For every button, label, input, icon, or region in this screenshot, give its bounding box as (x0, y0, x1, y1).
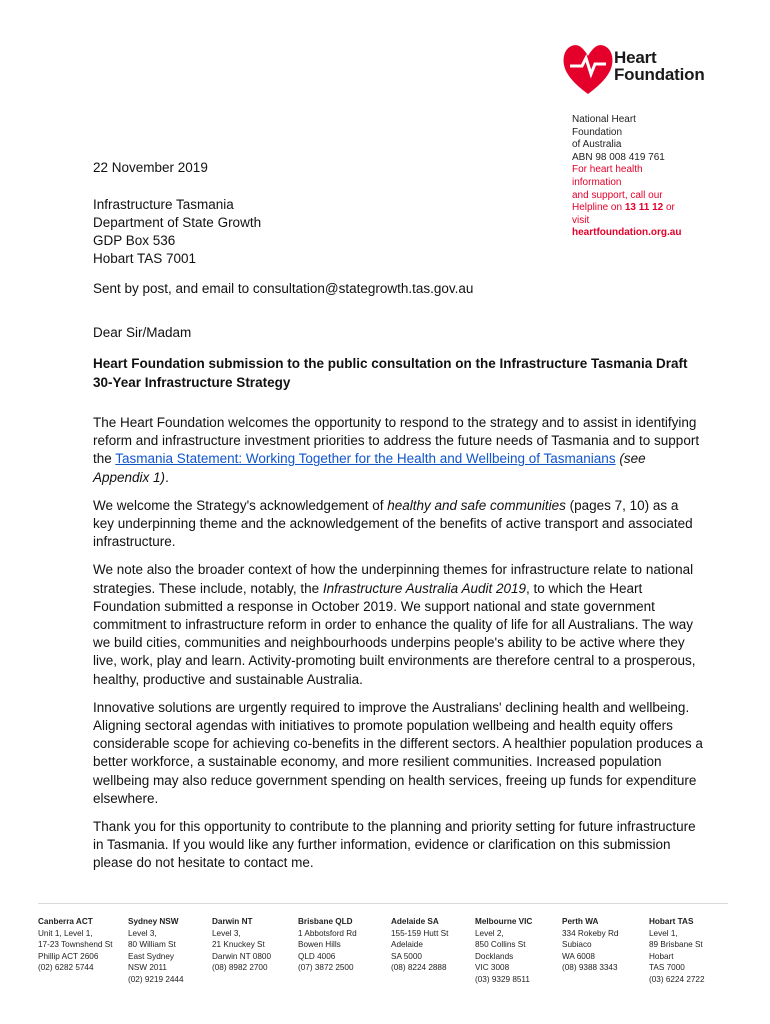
office-sydney: Sydney NSW Level 3, 80 William St East Sydney NSW 2011 (02) 9219 2444 (128, 917, 184, 984)
visit-label: visit (572, 214, 590, 226)
recipient-line: Hobart TAS 7001 (93, 251, 197, 266)
recipient-line: Department of State Growth (93, 215, 262, 230)
letter-date: 22 November 2019 (93, 160, 208, 175)
helpline-prefix: Helpline on (572, 202, 625, 214)
paragraph-2: We welcome the Strategy's acknowledgement of healthy and safe communities (pages 7, 10) as a key underpinning theme and the acknowledgement of the benefits of active transport and associated infrastructure. (93, 497, 693, 550)
brand-line-1: Heart (614, 48, 657, 67)
tasmania-statement-link[interactable]: Tasmania Statement: Working Together for the Health and Wellbeing of Tasmanians (115, 451, 616, 467)
office-darwin: Darwin NT Level 3, 21 Knuckey St Darwin NT 0800 (08) 8982 2700 (212, 917, 272, 972)
footer-divider (38, 903, 728, 904)
sent-by-line: Sent by post, and email to consultation@stategrowth.tas.gov.au (93, 281, 474, 296)
brand-line-2: Foundation (614, 65, 705, 84)
letter-body (93, 414, 703, 883)
website-link[interactable]: heartfoundation.org.au (572, 227, 682, 239)
org-line: Foundation (572, 126, 623, 138)
helpline-suffix: or (663, 202, 675, 214)
office-adelaide: Adelaide SA 155-159 Hutt St Adelaide SA 5000 (08) 8224 2888 (391, 917, 449, 972)
info-line: and support, call our (572, 189, 663, 201)
office-canberra: Canberra ACT Unit 1, Level 1, 17-23 Townshend St Phillip ACT 2606 (02) 6282 5744 (38, 917, 113, 972)
office-melbourne: Melbourne VIC Level 2, 850 Collins St Docklands VIC 3008 (03) 9329 8511 (475, 917, 533, 984)
recipient-line: GDP Box 536 (93, 233, 176, 248)
paragraph-5: Thank you for this opportunity to contribute to the planning and priority setting for future infrastructure in Tasmania. If you would like any further information, evidence or clarification on this submission please do not hesitate to contact me. (93, 819, 696, 871)
recipient-line: Infrastructure Tasmania (93, 197, 234, 212)
org-line: of Australia (572, 139, 622, 151)
heart-icon (564, 45, 613, 94)
subject-heading: Heart Foundation submission to the public consultation on the Infrastructure Tasmania Draft 30-Year Infrastructure Strategy (93, 356, 688, 390)
sidebar-contact (572, 114, 762, 240)
org-line: National Heart (572, 114, 636, 125)
brand-name (614, 49, 705, 83)
footer-offices (38, 916, 738, 985)
office-brisbane: Brisbane QLD 1 Abbotsford Rd Bowen Hills QLD 4006 (07) 3872 2500 (298, 917, 357, 972)
helpline-number: 13 11 12 (624, 202, 664, 214)
salutation: Dear Sir/Madam (93, 325, 192, 340)
paragraph-3: We note also the broader context of how the underpinning themes for infrastructure relate to national strategies. These include, notably, the Infrastructure Australia Audit 2019, to which the Heart Foundation submitted a response in October 2019. We support national and state government commitment to infrastructure reform in order to enhance the quality of life for all Australians. The way we build cities, communities and neighbourhoods underpins people's ability to be active where they live, work, play and learn. Activity-promoting built environments are therefore central to a prosperous, healthy, productive and sustainable Australia. (93, 562, 696, 687)
recipient-address (93, 196, 261, 268)
abn-line: ABN 98 008 419 761 (572, 151, 665, 163)
helpline-line (572, 202, 762, 215)
paragraph-1: The Heart Foundation welcomes the opportunity to respond to the strategy and to assist in identifying reform and infrastructure investment priorities to address the future needs of Tasmania and to support the Tasmania Statement: Working Together for the Health and Wellbeing of Tasmanians (see Appendix 1). (93, 415, 700, 485)
info-line: information (572, 176, 622, 188)
office-hobart: Hobart TAS Level 1, 89 Brisbane St Hobart TAS 7000 (03) 6224 2722 (649, 917, 705, 984)
info-line: For heart health (572, 164, 643, 176)
paragraph-4: Innovative solutions are urgently required to improve the Australians' declining health and wellbeing. Aligning sectoral agendas with initiatives to promote population wellbeing and health equity offers considerable scope for achieving co-benefits in the different sectors. A healthier population produces a better workforce, a sustainable economy, and more resilient communities. Increased population wellbeing may also reduce government spending on health services, freeing up funds for expenditure elsewhere. (93, 699, 703, 806)
office-perth: Perth WA 334 Rokeby Rd Subiaco WA 6008 (08) 9388 3343 (562, 917, 619, 972)
